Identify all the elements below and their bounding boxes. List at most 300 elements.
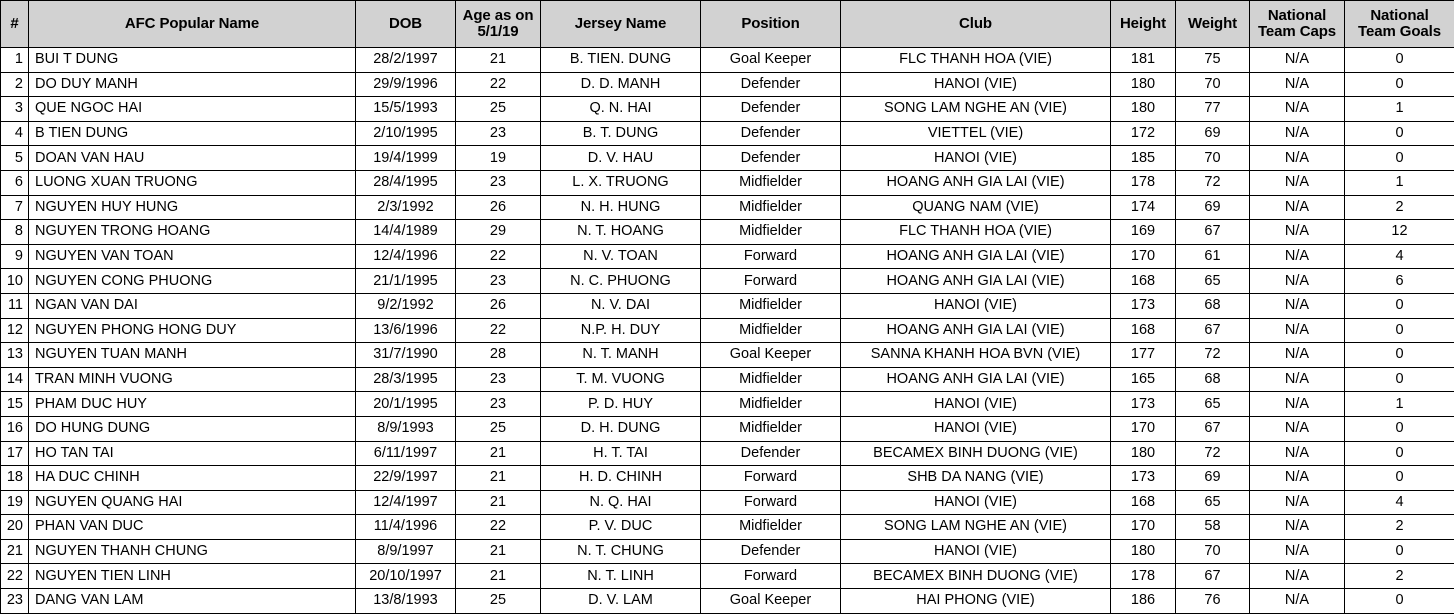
table-row[interactable] xyxy=(1,539,1454,564)
cell-height: 170 xyxy=(1111,244,1176,269)
cell-name: NGUYEN QUANG HAI xyxy=(29,490,356,515)
column-header-label: DOB xyxy=(360,16,451,32)
cell-pos: Midfielder xyxy=(701,367,841,392)
cell-height: 178 xyxy=(1111,170,1176,195)
cell-goals: 0 xyxy=(1345,72,1454,97)
cell-caps: N/A xyxy=(1250,72,1345,97)
cell-jersey: N. T. MANH xyxy=(541,343,701,368)
cell-goals: 0 xyxy=(1345,293,1454,318)
cell-dob: 13/6/1996 xyxy=(356,318,456,343)
cell-height: 177 xyxy=(1111,343,1176,368)
cell-caps: N/A xyxy=(1250,170,1345,195)
cell-pos: Midfielder xyxy=(701,293,841,318)
cell-pos: Goal Keeper xyxy=(701,48,841,73)
cell-dob: 8/9/1997 xyxy=(356,539,456,564)
cell-club: HANOI (VIE) xyxy=(841,539,1111,564)
cell-name: DANG VAN LAM xyxy=(29,589,356,614)
column-header-age[interactable] xyxy=(456,1,541,48)
cell-jersey: P. D. HUY xyxy=(541,392,701,417)
cell-goals: 4 xyxy=(1345,490,1454,515)
cell-age: 23 xyxy=(456,367,541,392)
table-row[interactable] xyxy=(1,441,1454,466)
cell-weight: 77 xyxy=(1176,97,1250,122)
cell-age: 22 xyxy=(456,244,541,269)
cell-club: HOANG ANH GIA LAI (VIE) xyxy=(841,367,1111,392)
cell-club: SONG LAM NGHE AN (VIE) xyxy=(841,97,1111,122)
cell-age: 21 xyxy=(456,48,541,73)
table-row[interactable] xyxy=(1,589,1454,614)
cell-pos: Forward xyxy=(701,466,841,491)
table-row[interactable] xyxy=(1,466,1454,491)
cell-club: SANNA KHANH HOA BVN (VIE) xyxy=(841,343,1111,368)
cell-height: 168 xyxy=(1111,269,1176,294)
column-header-label: National xyxy=(1254,8,1340,24)
cell-dob: 20/10/1997 xyxy=(356,564,456,589)
cell-name: BUI T DUNG xyxy=(29,48,356,73)
cell-pos: Midfielder xyxy=(701,195,841,220)
cell-idx: 15 xyxy=(1,392,29,417)
column-header-caps[interactable] xyxy=(1250,1,1345,48)
cell-caps: N/A xyxy=(1250,244,1345,269)
cell-name: TRAN MINH VUONG xyxy=(29,367,356,392)
table-row[interactable] xyxy=(1,392,1454,417)
column-header-club[interactable] xyxy=(841,1,1111,48)
cell-dob: 22/9/1997 xyxy=(356,466,456,491)
cell-dob: 12/4/1996 xyxy=(356,244,456,269)
table-row[interactable] xyxy=(1,146,1454,171)
cell-caps: N/A xyxy=(1250,293,1345,318)
cell-weight: 67 xyxy=(1176,318,1250,343)
cell-pos: Midfielder xyxy=(701,515,841,540)
cell-dob: 2/10/1995 xyxy=(356,121,456,146)
cell-idx: 2 xyxy=(1,72,29,97)
cell-name: DOAN VAN HAU xyxy=(29,146,356,171)
cell-caps: N/A xyxy=(1250,146,1345,171)
table-row[interactable] xyxy=(1,170,1454,195)
cell-weight: 70 xyxy=(1176,539,1250,564)
cell-goals: 1 xyxy=(1345,392,1454,417)
cell-height: 173 xyxy=(1111,392,1176,417)
column-header-height[interactable] xyxy=(1111,1,1176,48)
cell-club: HANOI (VIE) xyxy=(841,293,1111,318)
cell-caps: N/A xyxy=(1250,490,1345,515)
cell-club: HOANG ANH GIA LAI (VIE) xyxy=(841,318,1111,343)
cell-caps: N/A xyxy=(1250,220,1345,245)
column-header-jersey[interactable] xyxy=(541,1,701,48)
column-header-label: Position xyxy=(705,16,836,32)
cell-pos: Forward xyxy=(701,269,841,294)
cell-name: NGUYEN HUY HUNG xyxy=(29,195,356,220)
cell-idx: 14 xyxy=(1,367,29,392)
cell-idx: 16 xyxy=(1,416,29,441)
column-header-sublabel: 5/1/19 xyxy=(460,24,536,40)
cell-idx: 13 xyxy=(1,343,29,368)
cell-jersey: H. T. TAI xyxy=(541,441,701,466)
cell-idx: 9 xyxy=(1,244,29,269)
cell-weight: 69 xyxy=(1176,195,1250,220)
cell-dob: 21/1/1995 xyxy=(356,269,456,294)
cell-goals: 4 xyxy=(1345,244,1454,269)
cell-goals: 0 xyxy=(1345,318,1454,343)
cell-idx: 18 xyxy=(1,466,29,491)
table-row[interactable] xyxy=(1,121,1454,146)
cell-height: 186 xyxy=(1111,589,1176,614)
cell-age: 25 xyxy=(456,589,541,614)
cell-dob: 14/4/1989 xyxy=(356,220,456,245)
column-header-label: # xyxy=(5,16,24,32)
cell-jersey: B. T. DUNG xyxy=(541,121,701,146)
cell-idx: 20 xyxy=(1,515,29,540)
cell-caps: N/A xyxy=(1250,97,1345,122)
cell-age: 21 xyxy=(456,490,541,515)
cell-jersey: N. T. CHUNG xyxy=(541,539,701,564)
cell-name: NGUYEN TIEN LINH xyxy=(29,564,356,589)
cell-weight: 69 xyxy=(1176,466,1250,491)
cell-club: VIETTEL (VIE) xyxy=(841,121,1111,146)
cell-goals: 0 xyxy=(1345,589,1454,614)
cell-jersey: N. V. DAI xyxy=(541,293,701,318)
cell-jersey: D. D. MANH xyxy=(541,72,701,97)
cell-age: 25 xyxy=(456,97,541,122)
cell-caps: N/A xyxy=(1250,367,1345,392)
cell-goals: 0 xyxy=(1345,466,1454,491)
cell-caps: N/A xyxy=(1250,416,1345,441)
cell-name: NGUYEN THANH CHUNG xyxy=(29,539,356,564)
cell-height: 185 xyxy=(1111,146,1176,171)
cell-name: PHAN VAN DUC xyxy=(29,515,356,540)
cell-weight: 72 xyxy=(1176,441,1250,466)
table-body xyxy=(1,48,1454,614)
cell-weight: 72 xyxy=(1176,170,1250,195)
cell-jersey: N. C. PHUONG xyxy=(541,269,701,294)
cell-jersey: N. V. TOAN xyxy=(541,244,701,269)
cell-caps: N/A xyxy=(1250,269,1345,294)
cell-idx: 21 xyxy=(1,539,29,564)
cell-height: 170 xyxy=(1111,416,1176,441)
cell-name: HA DUC CHINH xyxy=(29,466,356,491)
cell-weight: 75 xyxy=(1176,48,1250,73)
cell-caps: N/A xyxy=(1250,589,1345,614)
cell-age: 22 xyxy=(456,515,541,540)
cell-name: B TIEN DUNG xyxy=(29,121,356,146)
column-header-dob[interactable] xyxy=(356,1,456,48)
column-header-label: AFC Popular Name xyxy=(33,16,351,32)
column-header-label: Club xyxy=(845,16,1106,32)
cell-weight: 67 xyxy=(1176,416,1250,441)
cell-goals: 1 xyxy=(1345,97,1454,122)
cell-caps: N/A xyxy=(1250,441,1345,466)
cell-goals: 12 xyxy=(1345,220,1454,245)
cell-idx: 5 xyxy=(1,146,29,171)
cell-age: 29 xyxy=(456,220,541,245)
cell-goals: 0 xyxy=(1345,367,1454,392)
cell-dob: 20/1/1995 xyxy=(356,392,456,417)
cell-age: 22 xyxy=(456,72,541,97)
table-row[interactable] xyxy=(1,564,1454,589)
cell-dob: 11/4/1996 xyxy=(356,515,456,540)
cell-dob: 9/2/1992 xyxy=(356,293,456,318)
cell-idx: 7 xyxy=(1,195,29,220)
cell-idx: 6 xyxy=(1,170,29,195)
cell-height: 180 xyxy=(1111,539,1176,564)
table-header-row xyxy=(1,1,1454,48)
cell-club: SONG LAM NGHE AN (VIE) xyxy=(841,515,1111,540)
cell-goals: 0 xyxy=(1345,343,1454,368)
column-header-label: Jersey Name xyxy=(545,16,696,32)
cell-dob: 2/3/1992 xyxy=(356,195,456,220)
table-header xyxy=(1,1,1454,48)
cell-height: 181 xyxy=(1111,48,1176,73)
cell-goals: 0 xyxy=(1345,121,1454,146)
cell-pos: Midfielder xyxy=(701,220,841,245)
cell-goals: 0 xyxy=(1345,416,1454,441)
cell-height: 168 xyxy=(1111,490,1176,515)
cell-jersey: N. Q. HAI xyxy=(541,490,701,515)
cell-goals: 0 xyxy=(1345,146,1454,171)
cell-weight: 65 xyxy=(1176,490,1250,515)
cell-pos: Midfielder xyxy=(701,416,841,441)
cell-caps: N/A xyxy=(1250,539,1345,564)
cell-jersey: D. V. LAM xyxy=(541,589,701,614)
cell-weight: 69 xyxy=(1176,121,1250,146)
table-row[interactable] xyxy=(1,48,1454,73)
cell-jersey: D. H. DUNG xyxy=(541,416,701,441)
cell-goals: 2 xyxy=(1345,515,1454,540)
column-header-sublabel: Team Caps xyxy=(1254,24,1340,40)
cell-height: 169 xyxy=(1111,220,1176,245)
table-row[interactable] xyxy=(1,269,1454,294)
cell-age: 28 xyxy=(456,343,541,368)
table-row[interactable] xyxy=(1,367,1454,392)
cell-club: BECAMEX BINH DUONG (VIE) xyxy=(841,564,1111,589)
cell-weight: 65 xyxy=(1176,392,1250,417)
cell-age: 25 xyxy=(456,416,541,441)
cell-age: 19 xyxy=(456,146,541,171)
cell-name: HO TAN TAI xyxy=(29,441,356,466)
cell-goals: 1 xyxy=(1345,170,1454,195)
cell-height: 170 xyxy=(1111,515,1176,540)
cell-idx: 8 xyxy=(1,220,29,245)
cell-weight: 70 xyxy=(1176,146,1250,171)
cell-caps: N/A xyxy=(1250,343,1345,368)
cell-club: HANOI (VIE) xyxy=(841,416,1111,441)
cell-weight: 67 xyxy=(1176,564,1250,589)
cell-height: 165 xyxy=(1111,367,1176,392)
cell-dob: 15/5/1993 xyxy=(356,97,456,122)
cell-weight: 61 xyxy=(1176,244,1250,269)
cell-height: 172 xyxy=(1111,121,1176,146)
cell-height: 173 xyxy=(1111,466,1176,491)
cell-pos: Defender xyxy=(701,121,841,146)
cell-idx: 10 xyxy=(1,269,29,294)
cell-caps: N/A xyxy=(1250,564,1345,589)
cell-idx: 3 xyxy=(1,97,29,122)
column-header-label: Age as on xyxy=(460,8,536,24)
column-header-label: National xyxy=(1349,8,1450,24)
cell-weight: 72 xyxy=(1176,343,1250,368)
table-row[interactable] xyxy=(1,293,1454,318)
cell-name: DO HUNG DUNG xyxy=(29,416,356,441)
cell-height: 178 xyxy=(1111,564,1176,589)
cell-weight: 76 xyxy=(1176,589,1250,614)
column-header-weight[interactable] xyxy=(1176,1,1250,48)
cell-pos: Midfielder xyxy=(701,318,841,343)
cell-goals: 0 xyxy=(1345,48,1454,73)
cell-club: FLC THANH HOA (VIE) xyxy=(841,48,1111,73)
cell-club: HAI PHONG (VIE) xyxy=(841,589,1111,614)
column-header-label: Weight xyxy=(1180,16,1245,32)
cell-name: DO DUY MANH xyxy=(29,72,356,97)
cell-name: NGUYEN PHONG HONG DUY xyxy=(29,318,356,343)
cell-height: 180 xyxy=(1111,97,1176,122)
cell-pos: Forward xyxy=(701,244,841,269)
cell-goals: 2 xyxy=(1345,195,1454,220)
cell-idx: 12 xyxy=(1,318,29,343)
cell-dob: 31/7/1990 xyxy=(356,343,456,368)
table-row[interactable] xyxy=(1,343,1454,368)
cell-name: NGUYEN CONG PHUONG xyxy=(29,269,356,294)
cell-age: 23 xyxy=(456,392,541,417)
cell-height: 174 xyxy=(1111,195,1176,220)
table-row[interactable] xyxy=(1,515,1454,540)
cell-club: HOANG ANH GIA LAI (VIE) xyxy=(841,269,1111,294)
cell-pos: Midfielder xyxy=(701,392,841,417)
cell-weight: 67 xyxy=(1176,220,1250,245)
cell-goals: 0 xyxy=(1345,441,1454,466)
cell-age: 21 xyxy=(456,466,541,491)
cell-age: 23 xyxy=(456,121,541,146)
cell-idx: 22 xyxy=(1,564,29,589)
table-row[interactable] xyxy=(1,416,1454,441)
cell-club: SHB DA NANG (VIE) xyxy=(841,466,1111,491)
cell-name: LUONG XUAN TRUONG xyxy=(29,170,356,195)
cell-caps: N/A xyxy=(1250,121,1345,146)
cell-club: BECAMEX BINH DUONG (VIE) xyxy=(841,441,1111,466)
table-row[interactable] xyxy=(1,244,1454,269)
cell-jersey: N. T. HOANG xyxy=(541,220,701,245)
cell-age: 26 xyxy=(456,293,541,318)
cell-pos: Defender xyxy=(701,146,841,171)
table-row[interactable] xyxy=(1,220,1454,245)
cell-club: HANOI (VIE) xyxy=(841,490,1111,515)
cell-caps: N/A xyxy=(1250,466,1345,491)
cell-age: 21 xyxy=(456,564,541,589)
cell-age: 21 xyxy=(456,441,541,466)
cell-weight: 68 xyxy=(1176,367,1250,392)
cell-club: HANOI (VIE) xyxy=(841,392,1111,417)
cell-idx: 1 xyxy=(1,48,29,73)
cell-weight: 70 xyxy=(1176,72,1250,97)
cell-pos: Defender xyxy=(701,97,841,122)
cell-idx: 23 xyxy=(1,589,29,614)
cell-age: 26 xyxy=(456,195,541,220)
column-header-sublabel: Team Goals xyxy=(1349,24,1450,40)
cell-jersey: L. X. TRUONG xyxy=(541,170,701,195)
cell-weight: 58 xyxy=(1176,515,1250,540)
cell-club: HOANG ANH GIA LAI (VIE) xyxy=(841,244,1111,269)
cell-weight: 68 xyxy=(1176,293,1250,318)
cell-caps: N/A xyxy=(1250,515,1345,540)
cell-jersey: T. M. VUONG xyxy=(541,367,701,392)
cell-goals: 0 xyxy=(1345,539,1454,564)
cell-dob: 13/8/1993 xyxy=(356,589,456,614)
cell-club: HANOI (VIE) xyxy=(841,72,1111,97)
cell-idx: 4 xyxy=(1,121,29,146)
cell-pos: Midfielder xyxy=(701,170,841,195)
cell-weight: 65 xyxy=(1176,269,1250,294)
cell-idx: 19 xyxy=(1,490,29,515)
cell-pos: Defender xyxy=(701,441,841,466)
cell-club: FLC THANH HOA (VIE) xyxy=(841,220,1111,245)
table-row[interactable] xyxy=(1,318,1454,343)
cell-pos: Goal Keeper xyxy=(701,589,841,614)
cell-dob: 28/3/1995 xyxy=(356,367,456,392)
cell-age: 21 xyxy=(456,539,541,564)
cell-age: 23 xyxy=(456,269,541,294)
cell-club: QUANG NAM (VIE) xyxy=(841,195,1111,220)
cell-dob: 28/2/1997 xyxy=(356,48,456,73)
cell-height: 180 xyxy=(1111,72,1176,97)
cell-pos: Forward xyxy=(701,564,841,589)
cell-name: NGUYEN TRONG HOANG xyxy=(29,220,356,245)
column-header-goals[interactable] xyxy=(1345,1,1454,48)
cell-idx: 17 xyxy=(1,441,29,466)
cell-goals: 6 xyxy=(1345,269,1454,294)
cell-name: NGUYEN VAN TOAN xyxy=(29,244,356,269)
cell-name: QUE NGOC HAI xyxy=(29,97,356,122)
cell-caps: N/A xyxy=(1250,318,1345,343)
column-header-name[interactable] xyxy=(29,1,356,48)
cell-club: HOANG ANH GIA LAI (VIE) xyxy=(841,170,1111,195)
cell-name: NGAN VAN DAI xyxy=(29,293,356,318)
cell-jersey: N. H. HUNG xyxy=(541,195,701,220)
cell-name: PHAM DUC HUY xyxy=(29,392,356,417)
cell-jersey: H. D. CHINH xyxy=(541,466,701,491)
cell-jersey: N. T. LINH xyxy=(541,564,701,589)
cell-height: 180 xyxy=(1111,441,1176,466)
column-header-pos[interactable] xyxy=(701,1,841,48)
table-row[interactable] xyxy=(1,72,1454,97)
cell-height: 173 xyxy=(1111,293,1176,318)
cell-age: 23 xyxy=(456,170,541,195)
cell-pos: Defender xyxy=(701,539,841,564)
cell-pos: Forward xyxy=(701,490,841,515)
cell-caps: N/A xyxy=(1250,392,1345,417)
cell-jersey: N.P. H. DUY xyxy=(541,318,701,343)
column-header-idx[interactable] xyxy=(1,1,29,48)
cell-pos: Goal Keeper xyxy=(701,343,841,368)
cell-dob: 6/11/1997 xyxy=(356,441,456,466)
cell-pos: Defender xyxy=(701,72,841,97)
cell-caps: N/A xyxy=(1250,48,1345,73)
cell-club: HANOI (VIE) xyxy=(841,146,1111,171)
cell-dob: 28/4/1995 xyxy=(356,170,456,195)
cell-dob: 12/4/1997 xyxy=(356,490,456,515)
cell-jersey: Q. N. HAI xyxy=(541,97,701,122)
cell-jersey: D. V. HAU xyxy=(541,146,701,171)
table-row[interactable] xyxy=(1,490,1454,515)
table-row[interactable] xyxy=(1,195,1454,220)
cell-age: 22 xyxy=(456,318,541,343)
table-row[interactable] xyxy=(1,97,1454,122)
cell-dob: 19/4/1999 xyxy=(356,146,456,171)
cell-jersey: B. TIEN. DUNG xyxy=(541,48,701,73)
cell-name: NGUYEN TUAN MANH xyxy=(29,343,356,368)
column-header-label: Height xyxy=(1115,16,1171,32)
cell-jersey: P. V. DUC xyxy=(541,515,701,540)
cell-dob: 8/9/1993 xyxy=(356,416,456,441)
cell-caps: N/A xyxy=(1250,195,1345,220)
